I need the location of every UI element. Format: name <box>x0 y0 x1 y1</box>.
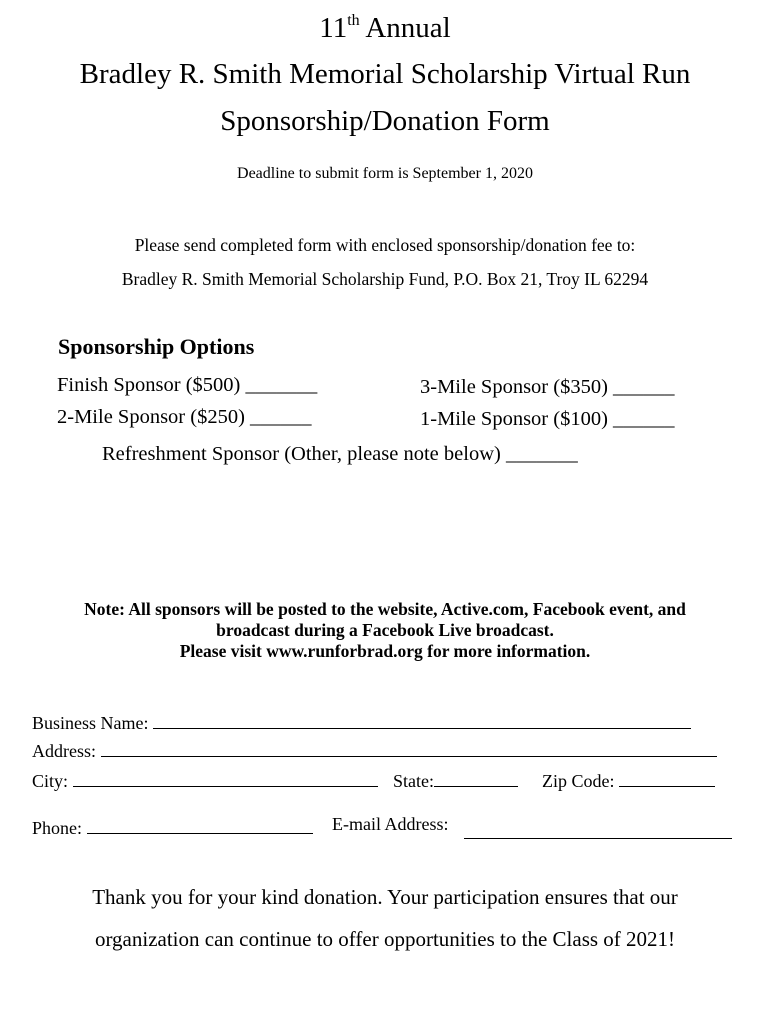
business-name-field[interactable] <box>32 712 691 734</box>
two-mile-sponsor-option[interactable]: 2-Mile Sponsor ($250) ______ <box>57 406 312 428</box>
business-name-label: Business Name: <box>32 713 149 733</box>
three-mile-sponsor-option[interactable]: 3-Mile Sponsor ($350) ______ <box>420 376 675 398</box>
sponsorship-options-heading: Sponsorship Options <box>58 334 255 359</box>
thank-you-line-1: Thank you for your kind donation. Your participation ensures that our <box>92 885 678 909</box>
email-label: E-mail Address: <box>332 814 449 834</box>
address-field[interactable] <box>32 740 717 762</box>
deadline-text: Deadline to submit form is September 1, 2020 <box>237 165 533 182</box>
zip-code-blank[interactable] <box>619 770 715 787</box>
phone-blank[interactable] <box>87 817 313 834</box>
thank-you-line-2: organization can continue to offer opportunities to the Class of 2021! <box>94 927 676 951</box>
address-label: Address: <box>32 741 96 761</box>
zip-code-label: Zip Code: <box>542 771 615 791</box>
mailing-instruction: Please send completed form with enclosed sponsorship/donation fee to: <box>134 235 636 255</box>
annual-heading <box>0 12 770 45</box>
mailing-address: Bradley R. Smith Memorial Scholarship Fund, P.O. Box 21, Troy IL 62294 <box>121 269 649 289</box>
state-field[interactable] <box>393 770 518 792</box>
email-field[interactable] <box>332 814 448 835</box>
refreshment-sponsor-option[interactable]: Refreshment Sponsor (Other, please note below) _______ <box>102 443 578 465</box>
address-blank[interactable] <box>101 740 717 757</box>
annual-suffix: th <box>347 12 360 29</box>
city-field[interactable] <box>32 770 378 792</box>
state-blank[interactable] <box>434 770 518 787</box>
finish-sponsor-option[interactable]: Finish Sponsor ($500) _______ <box>57 374 318 396</box>
annual-word: Annual <box>365 12 451 44</box>
form-title: Sponsorship/Donation Form <box>220 105 550 137</box>
note-line-2: broadcast during a Facebook Live broadcast. <box>216 620 554 640</box>
note-line-1: Note: All sponsors will be posted to the website, Active.com, Facebook event, and <box>84 599 686 619</box>
note-line-3: Please visit www.runforbrad.org for more information. <box>179 641 591 661</box>
one-mile-sponsor-option[interactable]: 1-Mile Sponsor ($100) ______ <box>420 408 675 430</box>
state-label: State: <box>393 771 434 791</box>
zip-code-field[interactable] <box>542 770 715 792</box>
event-title: Bradley R. Smith Memorial Scholarship Virtual Run <box>79 58 691 90</box>
business-name-blank[interactable] <box>153 712 691 729</box>
phone-label: Phone: <box>32 818 83 838</box>
email-blank[interactable] <box>464 838 732 839</box>
city-blank[interactable] <box>73 770 378 787</box>
annual-number: 11 <box>319 12 348 44</box>
phone-field[interactable] <box>32 817 313 839</box>
city-label: City: <box>32 771 69 791</box>
